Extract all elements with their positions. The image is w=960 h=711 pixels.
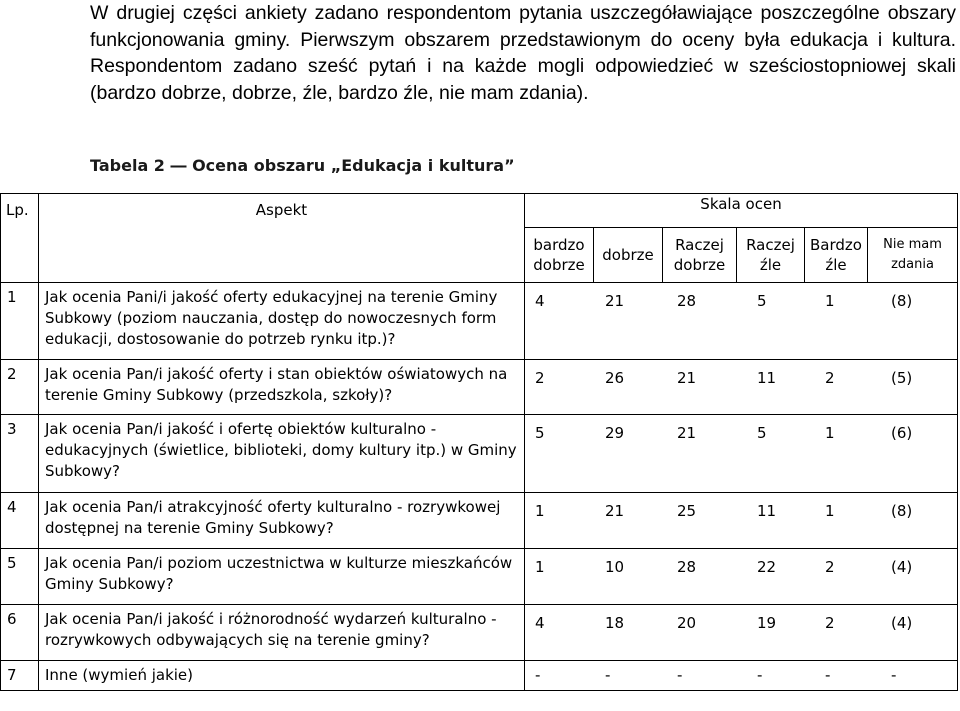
row-values xyxy=(525,493,958,549)
table-row xyxy=(1,415,958,493)
value-cell: 1 xyxy=(825,424,835,442)
value-cell: 2 xyxy=(825,614,835,632)
value-cell: 1 xyxy=(535,558,545,576)
value-cell: (6) xyxy=(891,424,913,442)
value-cell: 5 xyxy=(757,292,767,310)
value-cell: - xyxy=(891,666,897,684)
value-cell: 20 xyxy=(677,614,697,632)
value-cell: 4 xyxy=(535,292,545,310)
row-number: 2 xyxy=(1,360,39,415)
row-number: 4 xyxy=(1,493,39,549)
row-number: 6 xyxy=(1,605,39,661)
intro-text: W drugiej części ankiety zadano respondentom pytania uszczegóławiające poszczególne obszary funkcjonowania gminy. Pierwszym obszarem przedstawionym do oceny była edukacja i kultura. Respondentom zadano sześć pytań i na każde mogli odpowiedzieć w sześciostopniowej skali (bardzo dobrze, dobrze, źle, bardzo źle, nie mam zdania). xyxy=(90,2,956,104)
value-cell: 22 xyxy=(757,558,777,576)
value-cell: 1 xyxy=(825,292,835,310)
value-cell: 18 xyxy=(605,614,625,632)
value-cell: (5) xyxy=(891,369,913,387)
table-row xyxy=(1,661,958,691)
row-values xyxy=(525,661,958,691)
header-aspekt: Aspekt xyxy=(39,194,525,283)
value-cell: - xyxy=(825,666,831,684)
row-number: 1 xyxy=(1,283,39,360)
value-cell: - xyxy=(535,666,541,684)
value-cell: 2 xyxy=(825,369,835,387)
value-cell: 21 xyxy=(605,502,625,520)
intro-paragraph xyxy=(90,0,956,106)
value-cell: 5 xyxy=(535,424,545,442)
table-row xyxy=(1,605,958,661)
row-number: 3 xyxy=(1,415,39,493)
value-cell: - xyxy=(757,666,763,684)
table-row xyxy=(1,360,958,415)
value-cell: 21 xyxy=(677,369,697,387)
value-cell: 21 xyxy=(605,292,625,310)
row-values xyxy=(525,360,958,415)
row-aspect: Jak ocenia Pan/i atrakcyjność oferty kulturalno - rozrywkowej dostępnej na terenie Gminy Subkowy? xyxy=(39,493,525,549)
row-number: 5 xyxy=(1,549,39,605)
row-values xyxy=(525,605,958,661)
value-cell: 11 xyxy=(757,369,777,387)
row-number: 7 xyxy=(1,661,39,691)
value-cell: 19 xyxy=(757,614,777,632)
value-cell: 1 xyxy=(535,502,545,520)
value-cell: 10 xyxy=(605,558,625,576)
table-row xyxy=(1,493,958,549)
row-aspect: Jak ocenia Pan/i jakość i ofertę obiektów kulturalno - edukacyjnych (świetlice, biblioteki, domy kultury itp.) w Gminy Subkowy? xyxy=(39,415,525,493)
scale-label: bardzo dobrze xyxy=(525,228,594,283)
value-cell: 4 xyxy=(535,614,545,632)
row-aspect: Jak ocenia Pan/i poziom uczestnictwa w kulturze mieszkańców Gminy Subkowy? xyxy=(39,549,525,605)
evaluation-table xyxy=(0,193,958,691)
scale-label: Nie mam zdania xyxy=(868,228,958,283)
value-cell: (4) xyxy=(891,558,913,576)
scale-label: Raczej dobrze xyxy=(663,228,737,283)
value-cell: 26 xyxy=(605,369,625,387)
scale-label: Bardzo źle xyxy=(805,228,868,283)
value-cell: - xyxy=(677,666,683,684)
value-cell: (8) xyxy=(891,502,913,520)
row-aspect: Jak ocenia Pani/i jakość oferty edukacyjnej na terenie Gminy Subkowy (poziom nauczania, dostęp do nowoczesnych form edukacji, dostosowanie do potrzeb rynku itp.)? xyxy=(39,283,525,360)
value-cell: 5 xyxy=(757,424,767,442)
value-cell: 25 xyxy=(677,502,697,520)
value-cell: 29 xyxy=(605,424,625,442)
value-cell: 11 xyxy=(757,502,777,520)
table-caption: Tabela 2 ― Ocena obszaru „Edukacja i kultura” xyxy=(90,156,515,175)
value-cell: 2 xyxy=(825,558,835,576)
value-cell: 21 xyxy=(677,424,697,442)
row-aspect: Jak ocenia Pan/i jakość oferty i stan obiektów oświatowych na terenie Gminy Subkowy (przedszkola, szkoły)? xyxy=(39,360,525,415)
scale-label: Raczej źle xyxy=(737,228,805,283)
value-cell: 1 xyxy=(825,502,835,520)
row-values xyxy=(525,549,958,605)
header-skala: Skala ocen xyxy=(525,194,958,228)
row-aspect: Jak ocenia Pan/i jakość i różnorodność wydarzeń kulturalno - rozrywkowych odbywających się na terenie gminy? xyxy=(39,605,525,661)
row-aspect: Inne (wymień jakie) xyxy=(39,661,525,691)
value-cell: (8) xyxy=(891,292,913,310)
header-lp: Lp. xyxy=(1,194,39,283)
table-row xyxy=(1,283,958,360)
value-cell: 2 xyxy=(535,369,545,387)
scale-label: dobrze xyxy=(594,228,663,283)
row-values xyxy=(525,415,958,493)
value-cell: 28 xyxy=(677,292,697,310)
row-values xyxy=(525,283,958,360)
value-cell: (4) xyxy=(891,614,913,632)
table-row xyxy=(1,549,958,605)
value-cell: 28 xyxy=(677,558,697,576)
value-cell: - xyxy=(605,666,611,684)
